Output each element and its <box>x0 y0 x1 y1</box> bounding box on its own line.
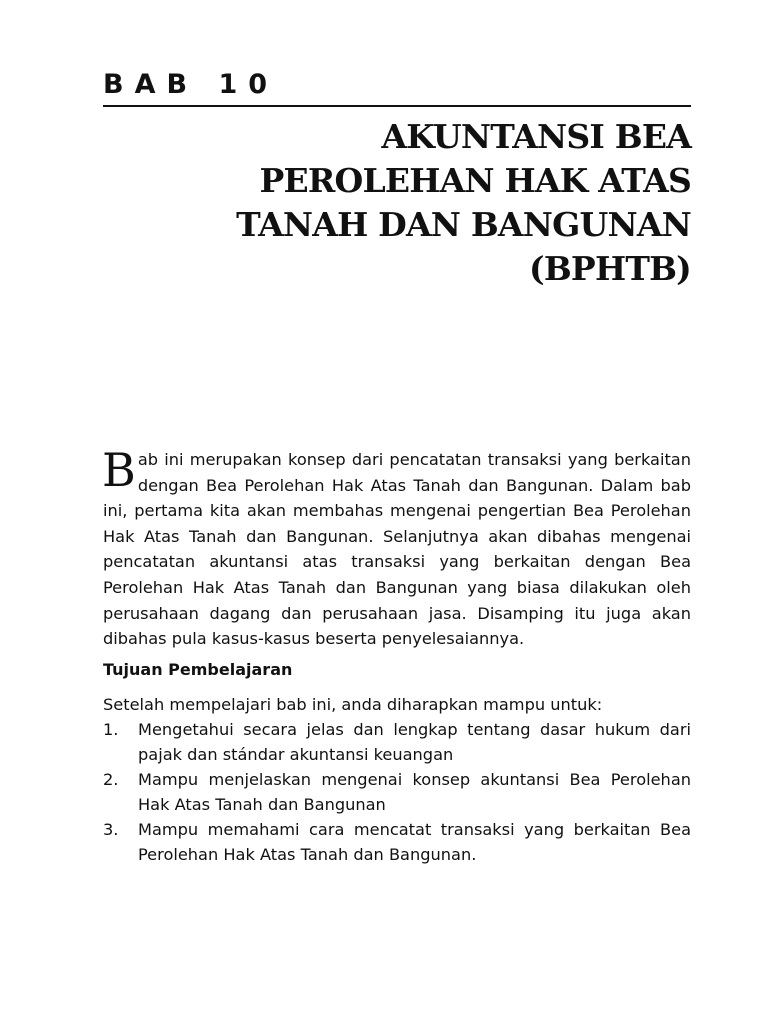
list-item-text: Mengetahui secara jelas dan lengkap tentang dasar hukum dari pajak dan stándar akuntansi keuangan <box>138 720 691 764</box>
intro-paragraph-text: ab ini merupakan konsep dari pencatatan transaksi yang berkaitan dengan Bea Perolehan Hak Atas Tanah dan Bangunan. Dalam bab ini, pertama kita akan membahas mengenai pengertian Bea Perolehan Hak Atas Tanah dan Bangunan. Selanjutnya akan dibahas mengenai pencatatan akuntansi atas transaksi yang berkaitan dengan Bea Perolehan Hak Atas Tanah dan Bangunan yang biasa dilakukan oleh perusahaan dagang dan perusahaan jasa. Disamping itu juga akan dibahas pula kasus-kasus beserta penyelesaiannya. <box>103 450 691 649</box>
list-item-text: Mampu memahami cara mencatat transaksi yang berkaitan Bea Perolehan Hak Atas Tanah dan Bangunan. <box>138 820 691 864</box>
intro-paragraph <box>102 443 691 652</box>
list-item-number: 2. <box>103 770 119 789</box>
list-item <box>103 717 691 767</box>
chapter-label: BAB 10 <box>103 69 279 100</box>
list-item-number: 3. <box>103 820 119 839</box>
list-item <box>103 767 691 817</box>
list-item-number: 1. <box>103 720 119 739</box>
chapter-title-line: TANAH DAN BANGUNAN <box>236 205 691 244</box>
chapter-title-line: PEROLEHAN HAK ATAS <box>259 161 691 200</box>
chapter-title-line: AKUNTANSI BEA <box>381 117 691 156</box>
chapter-title-line: (BPHTB) <box>529 249 691 288</box>
chapter-divider <box>103 105 691 107</box>
drop-cap: B <box>102 443 136 497</box>
list-item <box>103 817 691 867</box>
list-item-text: Mampu menjelaskan mengenai konsep akuntansi Bea Perolehan Hak Atas Tanah dan Bangunan <box>138 770 691 814</box>
section-heading: Tujuan Pembelajaran <box>103 660 293 679</box>
chapter-title <box>171 115 691 291</box>
objectives-lead: Setelah mempelajari bab ini, anda diharapkan mampu untuk: <box>103 695 603 714</box>
objectives-list <box>103 717 691 867</box>
